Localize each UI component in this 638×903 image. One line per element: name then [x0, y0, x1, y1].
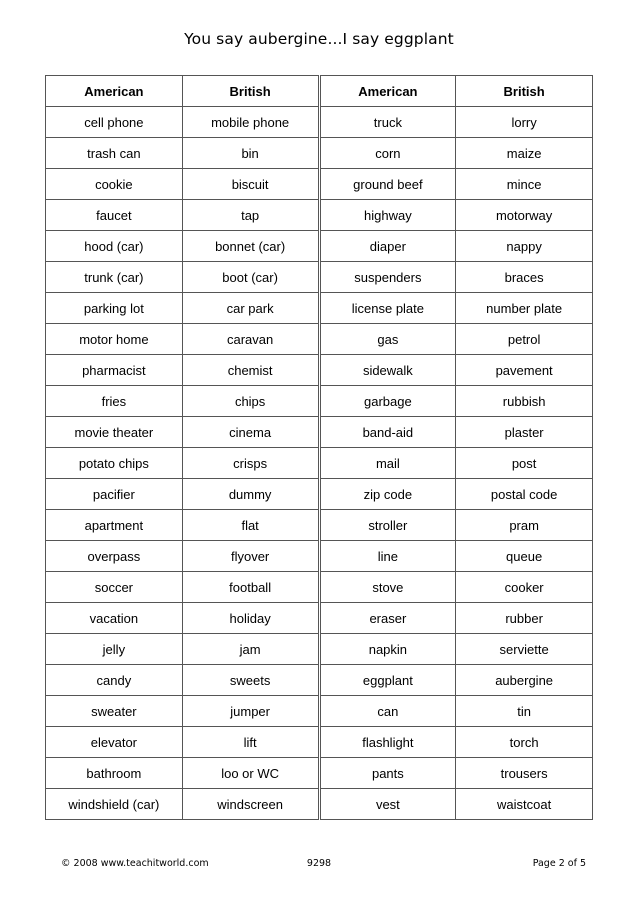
- american-term-cell: cell phone: [46, 107, 183, 138]
- british-term-cell: post: [456, 448, 593, 479]
- british-term-cell: trousers: [456, 758, 593, 789]
- american-term-cell: eggplant: [319, 665, 456, 696]
- column-header-british: British: [456, 76, 593, 107]
- british-term-cell: petrol: [456, 324, 593, 355]
- british-term-cell: holiday: [182, 603, 319, 634]
- american-term-cell: ground beef: [319, 169, 456, 200]
- american-term-cell: vacation: [46, 603, 183, 634]
- british-term-cell: maize: [456, 138, 593, 169]
- british-term-cell: biscuit: [182, 169, 319, 200]
- table-row: [46, 696, 593, 727]
- table-row: [46, 324, 593, 355]
- american-term-cell: pants: [319, 758, 456, 789]
- american-term-cell: elevator: [46, 727, 183, 758]
- british-term-cell: chips: [182, 386, 319, 417]
- british-term-cell: braces: [456, 262, 593, 293]
- british-term-cell: lift: [182, 727, 319, 758]
- american-term-cell: motor home: [46, 324, 183, 355]
- table-row: [46, 417, 593, 448]
- american-term-cell: windshield (car): [46, 789, 183, 820]
- american-term-cell: stroller: [319, 510, 456, 541]
- british-term-cell: football: [182, 572, 319, 603]
- british-term-cell: sweets: [182, 665, 319, 696]
- table-row: [46, 200, 593, 231]
- column-header-american: American: [319, 76, 456, 107]
- american-term-cell: cookie: [46, 169, 183, 200]
- british-term-cell: tap: [182, 200, 319, 231]
- british-term-cell: bin: [182, 138, 319, 169]
- table-row: [46, 107, 593, 138]
- table-row: [46, 634, 593, 665]
- table-row: [46, 727, 593, 758]
- american-term-cell: suspenders: [319, 262, 456, 293]
- british-term-cell: bonnet (car): [182, 231, 319, 262]
- british-term-cell: jumper: [182, 696, 319, 727]
- table-header-row: [46, 76, 593, 107]
- table-row: [46, 138, 593, 169]
- british-term-cell: dummy: [182, 479, 319, 510]
- table-row: [46, 758, 593, 789]
- american-term-cell: overpass: [46, 541, 183, 572]
- american-term-cell: zip code: [319, 479, 456, 510]
- british-term-cell: flyover: [182, 541, 319, 572]
- table-row: [46, 231, 593, 262]
- british-term-cell: flat: [182, 510, 319, 541]
- american-term-cell: trash can: [46, 138, 183, 169]
- american-term-cell: highway: [319, 200, 456, 231]
- american-term-cell: movie theater: [46, 417, 183, 448]
- british-term-cell: boot (car): [182, 262, 319, 293]
- table-row: [46, 355, 593, 386]
- american-term-cell: corn: [319, 138, 456, 169]
- british-term-cell: torch: [456, 727, 593, 758]
- column-header-british: British: [182, 76, 319, 107]
- american-term-cell: pharmacist: [46, 355, 183, 386]
- american-term-cell: license plate: [319, 293, 456, 324]
- american-term-cell: napkin: [319, 634, 456, 665]
- british-term-cell: chemist: [182, 355, 319, 386]
- american-term-cell: diaper: [319, 231, 456, 262]
- american-term-cell: mail: [319, 448, 456, 479]
- british-term-cell: serviette: [456, 634, 593, 665]
- british-term-cell: mince: [456, 169, 593, 200]
- page-title: You say aubergine...I say eggplant: [184, 30, 454, 48]
- american-term-cell: vest: [319, 789, 456, 820]
- table-row: [46, 510, 593, 541]
- footer-code: 9298: [306, 858, 332, 869]
- british-term-cell: motorway: [456, 200, 593, 231]
- british-term-cell: rubbish: [456, 386, 593, 417]
- table-row: [46, 665, 593, 696]
- american-term-cell: eraser: [319, 603, 456, 634]
- british-term-cell: pram: [456, 510, 593, 541]
- table-row: [46, 572, 593, 603]
- american-term-cell: apartment: [46, 510, 183, 541]
- american-term-cell: pacifier: [46, 479, 183, 510]
- vocabulary-table: [45, 75, 593, 820]
- british-term-cell: mobile phone: [182, 107, 319, 138]
- table-row: [46, 386, 593, 417]
- british-term-cell: lorry: [456, 107, 593, 138]
- british-term-cell: caravan: [182, 324, 319, 355]
- british-term-cell: pavement: [456, 355, 593, 386]
- british-term-cell: windscreen: [182, 789, 319, 820]
- american-term-cell: flashlight: [319, 727, 456, 758]
- footer-page-number: Page 2 of 5: [532, 858, 586, 869]
- british-term-cell: tin: [456, 696, 593, 727]
- column-header-american: American: [46, 76, 183, 107]
- table-row: [46, 293, 593, 324]
- american-term-cell: garbage: [319, 386, 456, 417]
- table-body: [46, 107, 593, 820]
- american-term-cell: sidewalk: [319, 355, 456, 386]
- british-term-cell: nappy: [456, 231, 593, 262]
- footer-copyright: © 2008 www.teachitworld.com: [61, 858, 209, 869]
- british-term-cell: number plate: [456, 293, 593, 324]
- british-term-cell: cooker: [456, 572, 593, 603]
- american-term-cell: soccer: [46, 572, 183, 603]
- british-term-cell: cinema: [182, 417, 319, 448]
- british-term-cell: jam: [182, 634, 319, 665]
- american-term-cell: faucet: [46, 200, 183, 231]
- british-term-cell: queue: [456, 541, 593, 572]
- american-term-cell: line: [319, 541, 456, 572]
- american-term-cell: trunk (car): [46, 262, 183, 293]
- table-row: [46, 603, 593, 634]
- american-term-cell: bathroom: [46, 758, 183, 789]
- british-term-cell: crisps: [182, 448, 319, 479]
- british-term-cell: plaster: [456, 417, 593, 448]
- american-term-cell: jelly: [46, 634, 183, 665]
- american-term-cell: can: [319, 696, 456, 727]
- british-term-cell: waistcoat: [456, 789, 593, 820]
- british-term-cell: car park: [182, 293, 319, 324]
- british-term-cell: loo or WC: [182, 758, 319, 789]
- american-term-cell: band-aid: [319, 417, 456, 448]
- british-term-cell: aubergine: [456, 665, 593, 696]
- american-term-cell: sweater: [46, 696, 183, 727]
- american-term-cell: candy: [46, 665, 183, 696]
- table-row: [46, 448, 593, 479]
- table-row: [46, 479, 593, 510]
- american-term-cell: stove: [319, 572, 456, 603]
- american-term-cell: potato chips: [46, 448, 183, 479]
- american-term-cell: gas: [319, 324, 456, 355]
- table-row: [46, 541, 593, 572]
- american-term-cell: truck: [319, 107, 456, 138]
- american-term-cell: fries: [46, 386, 183, 417]
- table-row: [46, 789, 593, 820]
- british-term-cell: rubber: [456, 603, 593, 634]
- american-term-cell: hood (car): [46, 231, 183, 262]
- british-term-cell: postal code: [456, 479, 593, 510]
- american-term-cell: parking lot: [46, 293, 183, 324]
- table-row: [46, 169, 593, 200]
- table-row: [46, 262, 593, 293]
